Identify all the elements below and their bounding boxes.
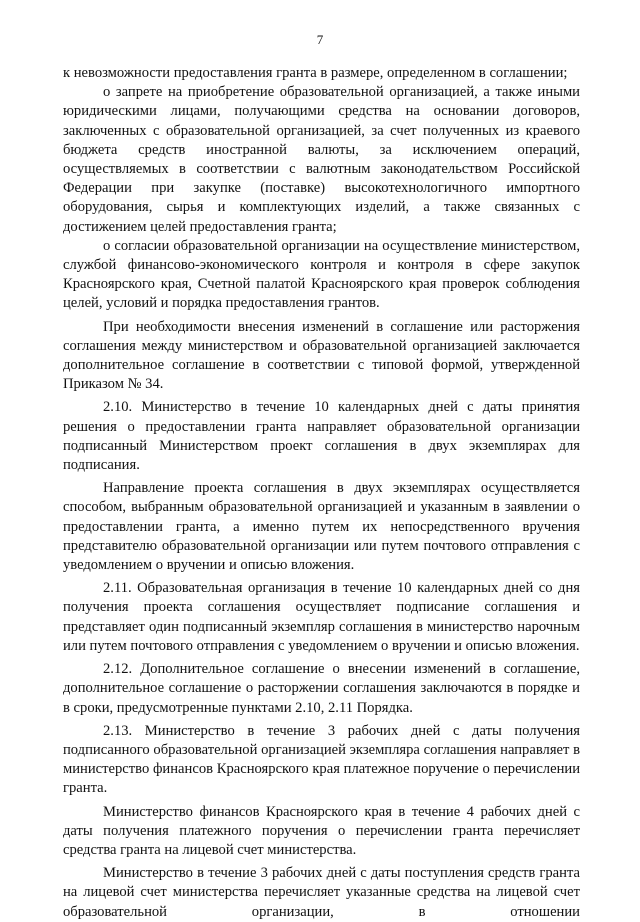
document-body [63,64,580,922]
paragraph-8: 2.12. Дополнительное соглашение о внесении изменений в соглашение, дополнительное соглашение о расторжении соглашения заключаются в порядке и в сроки, предусмотренные пунктами 2.10, 2.11 Порядка. [63,661,580,716]
paragraph-3: о согласии образовательной организации на осуществление министерством, службой финансово-экономического контроля и контроля в сфере закупок Красноярского края, Счетной палатой Красноярского края проверок соблюдения целей, условий и порядка предоставления грантов. [63,237,580,312]
paragraph-9: 2.13. Министерство в течение 3 рабочих дней с даты получения подписанного образовательной организацией экземпляра соглашения направляет в министерство финансов Красноярского края платежное поручение о перечислении гранта. [63,722,580,797]
paragraph-11: Министерство в течение 3 рабочих дней с даты поступления средств гранта на лицевой счет министерства перечисляет указанные средства на лицевой счет образовательной организации, в отношении [63,865,580,920]
paragraph-6: Направление проекта соглашения в двух экземплярах осуществляется способом, выбранным образовательной организацией и указанным в заявлении о предоставлении гранта, а именно путем их непосредственного вручения представителю образовательной организации или путем почтового отправления с уведомлением о вручении и описью вложения. [63,480,580,574]
paragraph-4: При необходимости внесения изменений в соглашение или расторжения соглашения между министерством и образовательной организацией заключается дополнительное соглашение в соответствии с типовой формой, утвержденной Приказом № 34. [63,318,580,393]
paragraph-1: к невозможности предоставления гранта в размере, определенном в соглашении; [63,65,568,81]
page-number: 7 [316,32,324,47]
paragraph-2: о запрете на приобретение образовательной организацией, а также иными юридическими лицами, получающими средства на основании договоров, заключенных с образовательной организацией, за счет полученных из краевого бюджета средств иностранной валюты, за исключением операций, осуществляемых в соответствии с валютным законодательством Российской Федерации при закупке (поставке) высокотехнологичного импортного оборудования, сырья и комплектующих изделий, а также связанных с достижением целей предоставления гранта; [63,84,580,235]
paragraph-10: Министерство финансов Красноярского края в течение 4 рабочих дней с даты получения платежного поручения о перечислении гранта перечисляет средства гранта на лицевой счет министерства. [63,803,580,858]
paragraph-5: 2.10. Министерство в течение 10 календарных дней с даты принятия решения о предоставлении гранта направляет образовательной организации подписанный Министерством проект соглашения в двух экземплярах для подписания. [63,399,580,474]
paragraph-7: 2.11. Образовательная организация в течение 10 календарных дней со дня получения проекта соглашения осуществляет подписание соглашения и представляет один подписанный экземпляр соглашения в министерство нарочным или путем почтового отправления с уведомлением о вручении и описью вложения. [63,580,580,654]
